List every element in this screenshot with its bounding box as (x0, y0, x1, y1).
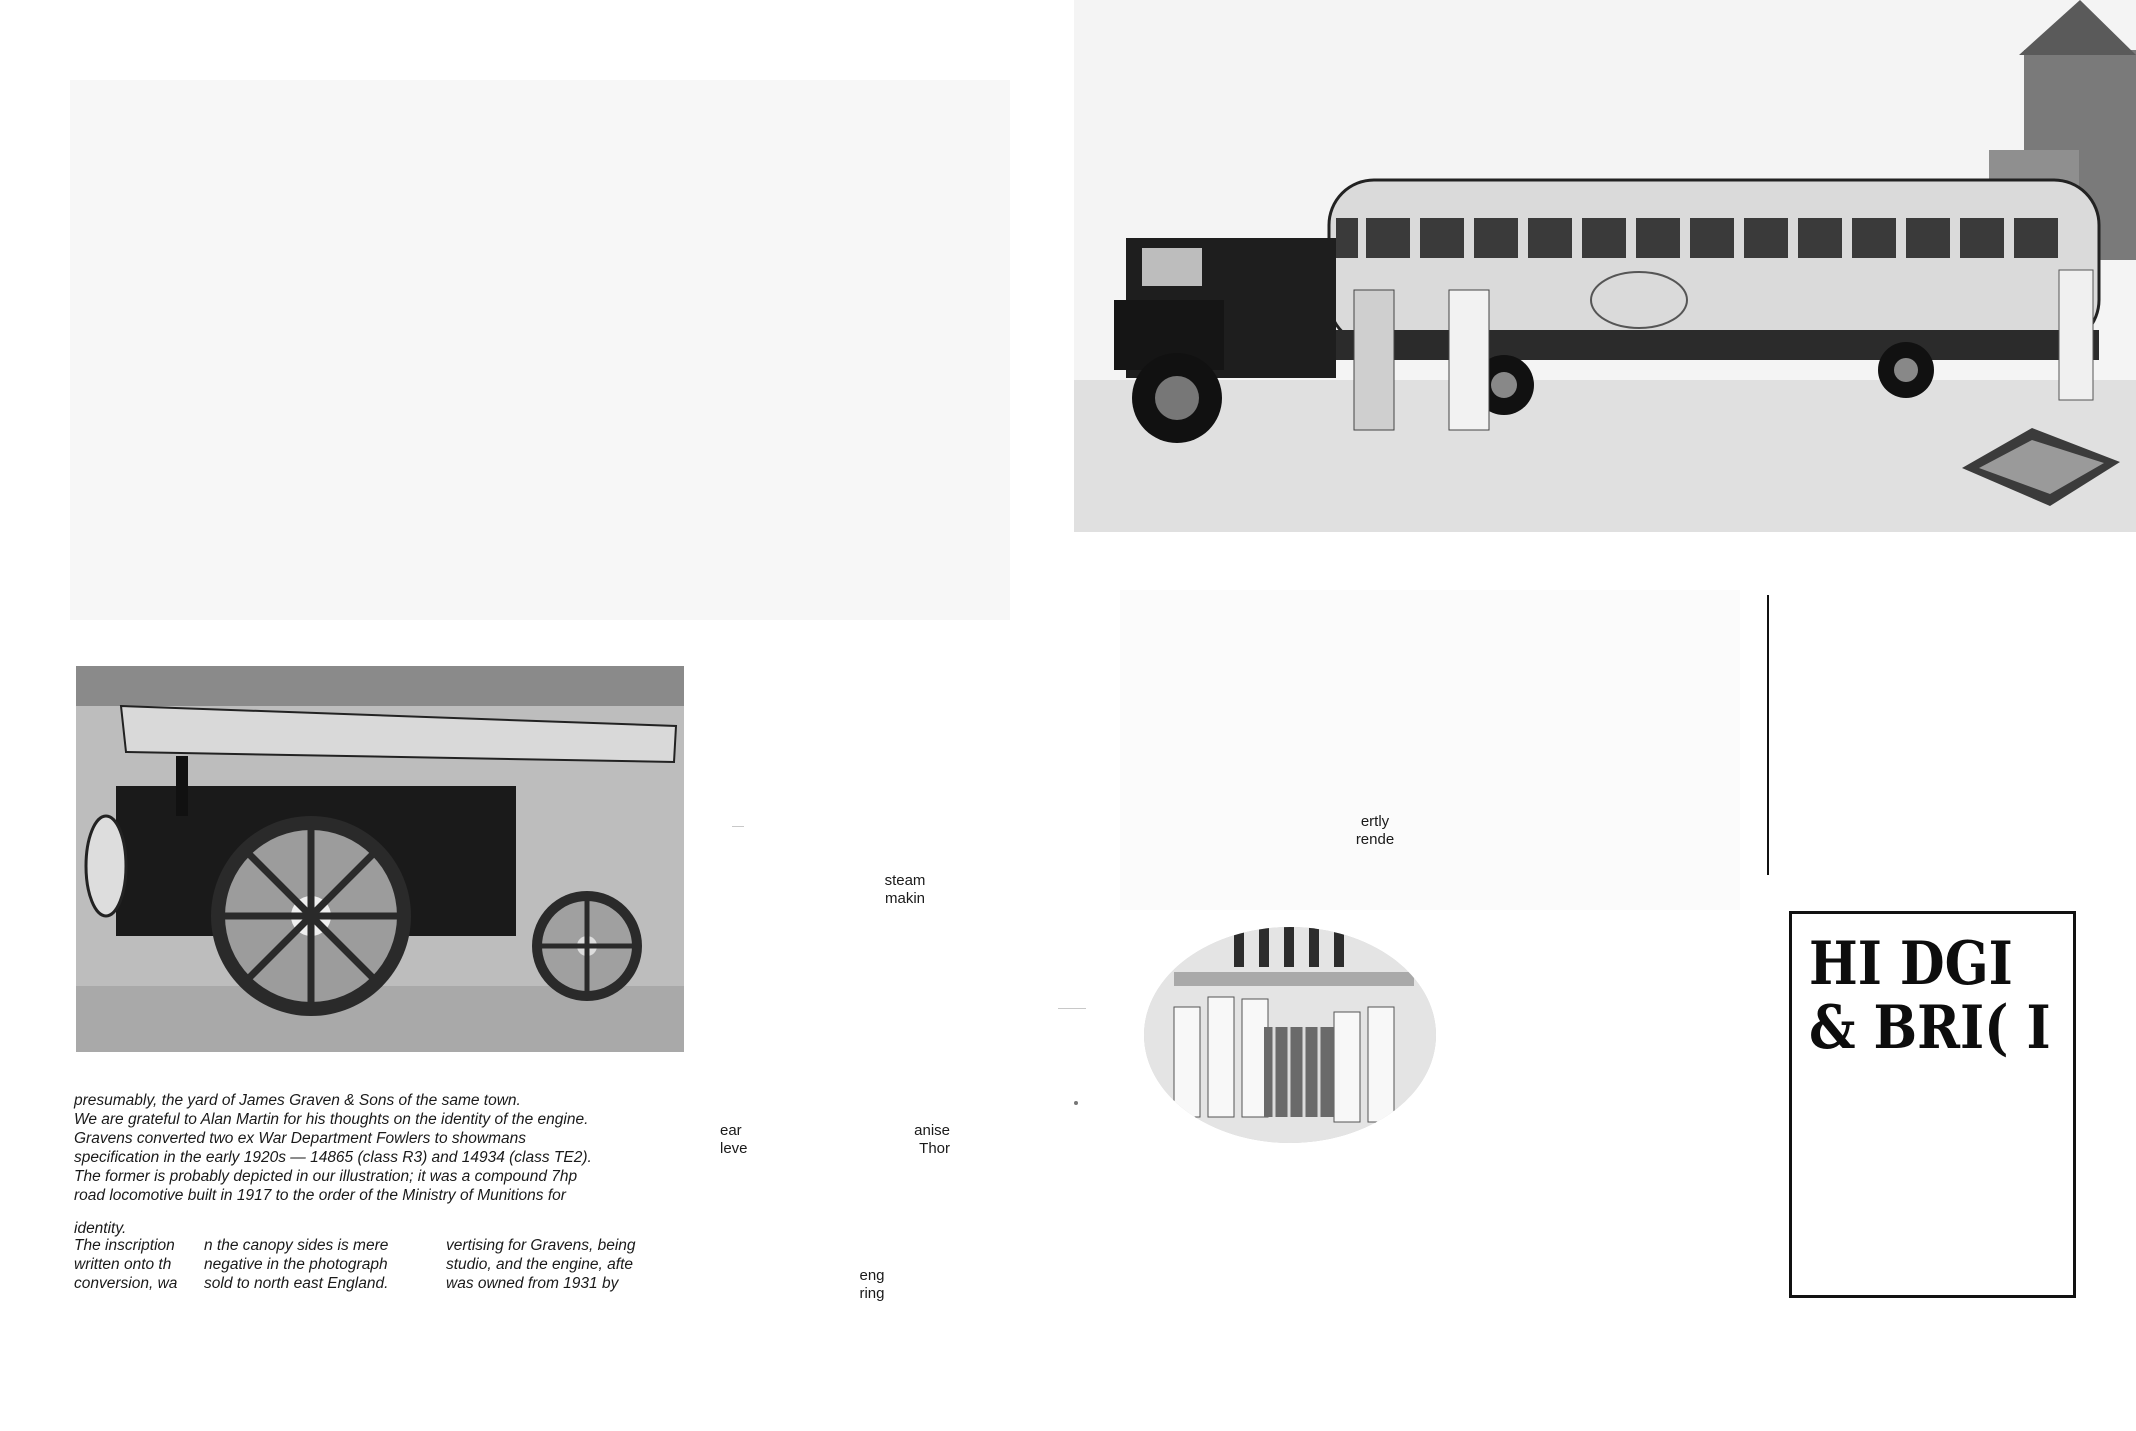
caption-col-1 (74, 1236, 214, 1293)
fragment-line: anise (914, 1122, 950, 1139)
bus-photo (1074, 0, 2136, 532)
fragment-line: rende (1355, 831, 1395, 848)
fragment-line: eng (859, 1267, 885, 1284)
fragment-line: ertly (1360, 813, 1390, 830)
fragment-anise (890, 1122, 950, 1158)
caption-line: vertising for Gravens, being (446, 1237, 636, 1254)
ghost-text-block (1120, 590, 1740, 910)
engine-photo-image (76, 666, 684, 1052)
ghost-text-block (70, 80, 1010, 620)
caption-line: conversion, wa (74, 1275, 178, 1292)
fragment-line: steam (884, 872, 926, 889)
fragment-line: Thor (919, 1140, 950, 1157)
fragment-line: ring (859, 1285, 885, 1302)
registration-dot (1074, 1101, 1078, 1105)
fragment-line: ear (720, 1122, 742, 1139)
caption-line: The former is probably depicted in our illustration; it was a compound 7hp (74, 1168, 578, 1185)
registration-mark (732, 826, 744, 827)
caption-identity: identity. (74, 1220, 127, 1237)
group-photo-image (1144, 927, 1436, 1143)
bus-photo-image (1074, 0, 2136, 532)
caption-line: studio, and the engine, afte (446, 1256, 634, 1273)
caption-line: We are grateful to Alan Martin for his thoughts on the identity of the engine. (74, 1111, 589, 1128)
fragment-ear (720, 1122, 764, 1158)
fragment-ertly (1340, 813, 1410, 849)
caption-main (74, 1091, 714, 1205)
caption-line: was owned from 1931 by (446, 1275, 619, 1292)
caption-line: written onto th (74, 1256, 172, 1273)
group-photo (1144, 927, 1436, 1143)
caption-line: presumably, the yard of James Graven & Sons of the same town. (74, 1092, 521, 1109)
engine-photo (76, 666, 684, 1052)
registration-mark (1058, 1008, 1086, 1009)
vertical-rule (1767, 595, 1769, 875)
fragment-line: makin (884, 890, 925, 907)
caption-line: Gravens converted two ex War Department Fowlers to showmans (74, 1130, 526, 1147)
boxed-title-line: HI DGI (1809, 929, 2013, 999)
caption-col-3 (446, 1236, 706, 1293)
fragment-line: leve (720, 1140, 748, 1157)
caption-line: negative in the photograph (204, 1256, 388, 1273)
caption-line: road locomotive built in 1917 to the order of the Ministry of Munitions for (74, 1187, 566, 1204)
caption-col-2 (204, 1236, 444, 1293)
caption-line: The inscription (74, 1237, 175, 1254)
caption-line: sold to north east England. (204, 1275, 389, 1292)
fragment-steam (870, 872, 940, 908)
caption-line: n the canopy sides is mere (204, 1237, 389, 1254)
fragment-eng (852, 1267, 892, 1303)
boxed-title-panel (1789, 911, 2076, 1298)
boxed-title-line: & BRI( I (1809, 993, 2051, 1063)
boxed-title (1809, 929, 2051, 1063)
caption-line: specification in the early 1920s — 14865 (class R3) and 14934 (class TE2). (74, 1149, 592, 1166)
